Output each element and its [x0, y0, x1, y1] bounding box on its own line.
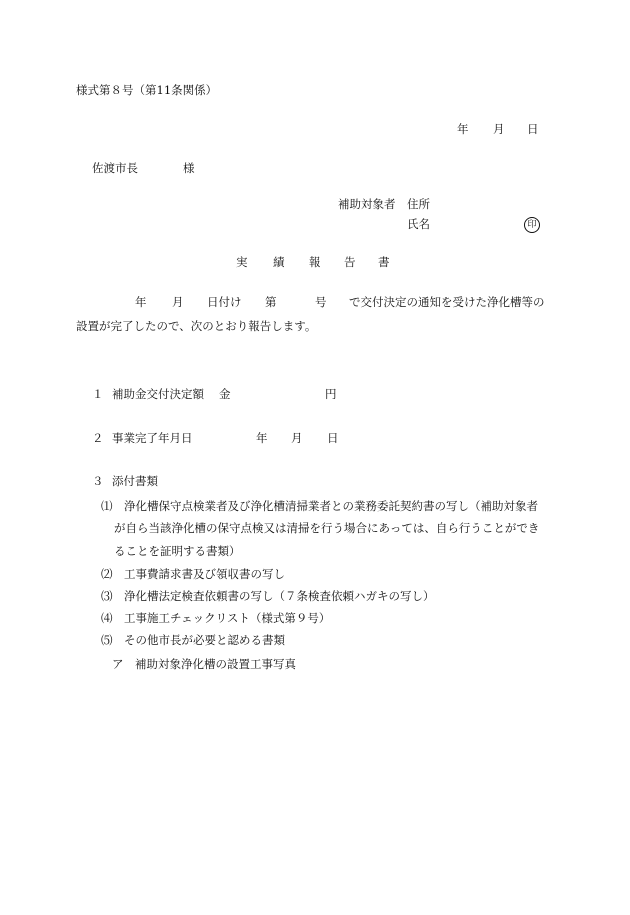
- item-1-number: １: [92, 387, 104, 401]
- attachment-5a-number: ア: [112, 657, 124, 671]
- item-3-label: 添付書類: [112, 474, 158, 488]
- attachment-5a-text: 補助対象浄化槽の設置工事写真: [135, 657, 296, 671]
- title-char: 書: [378, 255, 390, 269]
- item-1-label: 補助金交付決定額: [112, 387, 204, 401]
- title-char: 報: [309, 255, 321, 269]
- attachment-1-line3: ることを証明する書類）: [114, 544, 241, 558]
- item-2-month: 月: [291, 431, 303, 445]
- attachment-1-line1: 浄化槽保守点検業者及び浄化槽清掃業者との業務委託契約書の写し（補助対象者: [124, 499, 538, 513]
- attachment-2-number: ⑵: [101, 567, 113, 581]
- address-label: 住所: [407, 197, 430, 211]
- item-2-label: 事業完了年月日: [112, 431, 193, 445]
- intro-month: 月: [172, 295, 184, 309]
- date-day: 日: [527, 122, 539, 136]
- intro-line2: 設置が完了したので、次のとおり報告します。: [76, 319, 317, 333]
- item-2-day: 日: [327, 431, 339, 445]
- title-char: 告: [344, 255, 356, 269]
- title-char: 績: [273, 255, 285, 269]
- item-3-number: ３: [92, 474, 104, 488]
- item-1-unit: 円: [325, 387, 337, 401]
- attachment-4-number: ⑷: [101, 611, 113, 625]
- seal-mark: 印: [524, 217, 540, 233]
- intro-line1-rest: で交付決定の通知を受けた浄化槽等の: [349, 295, 545, 309]
- intro-no-prefix: 第: [265, 295, 277, 309]
- addressee-honorific: 様: [183, 161, 195, 175]
- attachment-1-line2: が自ら当該浄化槽の保守点検又は清掃を行う場合にあっては、自ら行うことができ: [114, 521, 540, 535]
- item-2-number: ２: [92, 431, 104, 445]
- form-number: 様式第８号（第11条関係）: [76, 83, 218, 97]
- attachment-2-text: 工事費請求書及び領収書の写し: [124, 567, 285, 581]
- addressee-name: 佐渡市長: [92, 161, 138, 175]
- date-month: 月: [493, 122, 505, 136]
- attachment-5-number: ⑸: [101, 633, 113, 647]
- title-char: 実: [236, 255, 248, 269]
- item-1-prefix: 金: [219, 387, 231, 401]
- item-2-year: 年: [256, 431, 268, 445]
- applicant-role: 補助対象者: [338, 197, 396, 211]
- intro-dated: 日付け: [207, 295, 242, 309]
- attachment-4-text: 工事施工チェックリスト（様式第９号）: [124, 611, 331, 625]
- attachment-1-number: ⑴: [101, 499, 113, 513]
- date-year: 年: [457, 122, 469, 136]
- attachment-3-number: ⑶: [101, 589, 113, 603]
- intro-no-suffix: 号: [315, 295, 327, 309]
- attachment-5-text: その他市長が必要と認める書類: [124, 633, 285, 647]
- intro-year: 年: [135, 295, 147, 309]
- attachment-3-text: 浄化槽法定検査依頼書の写し（７条検査依頼ハガキの写し）: [124, 589, 435, 603]
- name-label: 氏名: [407, 217, 430, 231]
